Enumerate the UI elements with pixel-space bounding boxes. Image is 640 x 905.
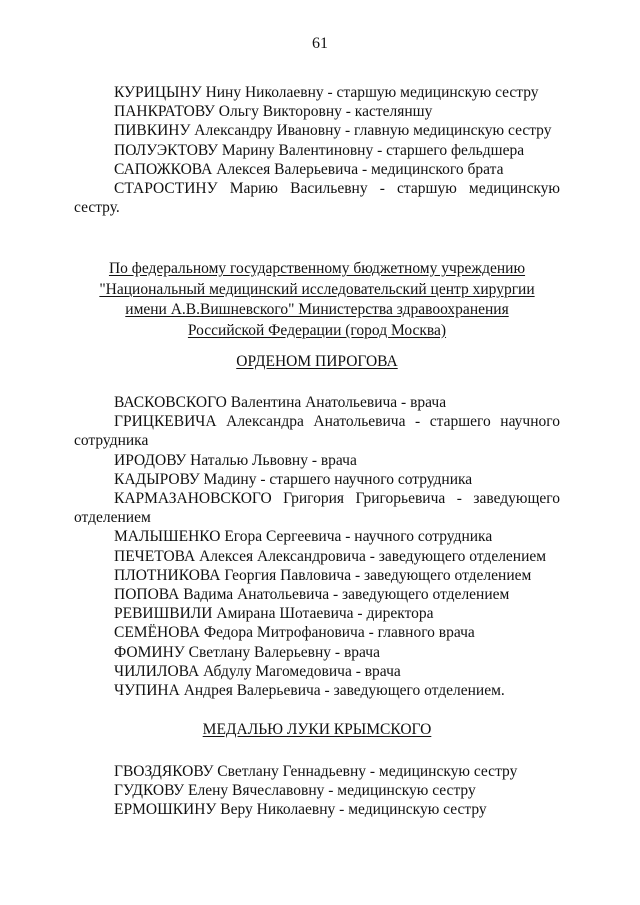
list-item: ПАНКРАТОВУ Ольгу Викторовну - кастеляншу [114, 103, 433, 121]
list-item: ПЕЧЕТОВА Алексея Александровича - заведующего отделением [114, 547, 547, 565]
list-item: ЧИЛИЛОВА Абдулу Магомедовича - врача [114, 662, 401, 680]
list-item: ГУДКОВУ Елену Вячеславовну - медицинскую сестру [114, 782, 476, 800]
list-item-continuation: сестру. [74, 199, 120, 217]
award-heading-luka-krymsky: МЕДАЛЬЮ ЛУКИ КРЫМСКОГО [202, 721, 432, 738]
list-item: КАДЫРОВУ Мадину - старшего научного сотрудника [114, 470, 473, 488]
list-item: ПОПОВА Вадима Анатольевича - заведующего отделением [114, 586, 510, 604]
list-item-continuation: сотрудника [74, 432, 149, 450]
list-item: МАЛЫШЕНКО Егора Сергеевича - научного сотрудника [114, 528, 493, 546]
list-item: ФОМИНУ Светлану Валерьевну - врача [114, 643, 380, 661]
list-item: ГРИЦКЕВИЧА Александра Анатольевича - старшего научного [114, 413, 560, 431]
staff-list-1 [74, 83, 560, 217]
list-item: САПОЖКОВА Алексея Валерьевича - медицинского брата [114, 160, 504, 178]
list-item: ГВОЗДЯКОВУ Светлану Геннадьевну - медицинскую сестру [114, 763, 518, 780]
list-item: СЕМЁНОВА Федора Митрофановича - главного врача [114, 624, 475, 642]
list-item: ПОЛУЭКТОВУ Марину Валентиновну - старшего фельдшера [114, 141, 525, 159]
list-item-continuation: отделением [74, 509, 151, 527]
list-item: ИРОДОВУ Наталью Львовну - врача [114, 451, 357, 469]
list-item: КАРМАЗАНОВСКОГО Григория Григорьевича - заведующего [114, 490, 560, 508]
staff-list-3 [74, 762, 560, 820]
org-line: имени А.В.Вишневского" Министерства здравоохранения [125, 301, 509, 318]
org-line: По федеральному государственному бюджетному учреждению [108, 260, 526, 277]
staff-list-2 [74, 393, 560, 700]
list-item: КУРИЦЫНУ Нину Николаевну - старшую медицинскую сестру [114, 84, 539, 101]
list-item-line: СТАРОСТИНУ Марию Васильевну - старшую медицинскую [114, 180, 560, 198]
award-heading-pirogov: ОРДЕНОМ ПИРОГОВА [236, 353, 398, 370]
organization-header [74, 259, 560, 341]
list-item: ЕРМОШКИНУ Веру Николаевну - медицинскую сестру [114, 801, 487, 819]
list-item: ПИВКИНУ Александру Ивановну - главную медицинскую сестру [114, 122, 552, 140]
list-item: ВАСКОВСКОГО Валентина Анатольевича - врача [114, 394, 447, 411]
page-number: 61 [312, 35, 328, 52]
org-line: Российской Федерации (город Москва) [187, 321, 447, 339]
list-item: РЕВИШВИЛИ Амирана Шотаевича - директора [114, 605, 434, 623]
list-item [74, 179, 560, 198]
list-item: ЧУПИНА Андрея Валерьевича - заведующего отделением. [114, 682, 505, 700]
org-line: "Национальный медицинский исследовательский центр хирургии [99, 280, 535, 298]
list-item: ПЛОТНИКОВА Георгия Павловича - заведующего отделением [114, 566, 532, 584]
